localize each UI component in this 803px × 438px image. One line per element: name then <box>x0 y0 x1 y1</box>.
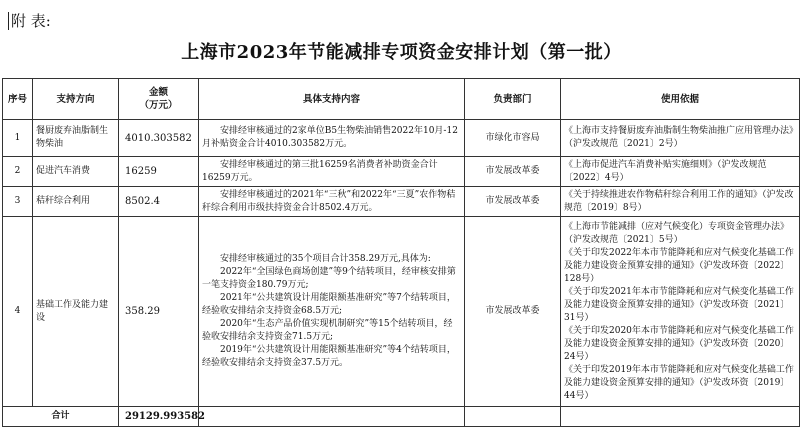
basis-item: 《关于印发2020年本市节能降耗和应对气候变化基础工作及能力建设资金预算安排的通知》（沪发改环资〔2020〕24号） <box>564 325 794 362</box>
basis-item: 《关于印发2022年本市节能降耗和应对气候变化基础工作及能力建设资金预算安排的通知》（沪发改环资〔2022〕128号） <box>564 247 794 284</box>
basis-item: 《关于印发2019年本市节能降耗和应对气候变化基础工作及能力建设资金预算安排的通知》（沪发改环资〔2019〕44号） <box>564 364 794 401</box>
total-amount: 29129.993582 <box>119 407 199 427</box>
content-paragraph: 安排经审核通过的2021年“三秋”和2022年“三夏”农作物秸秆综合利用市级扶持资金合计8502.4万元。 <box>202 189 456 213</box>
row-basis <box>561 157 800 187</box>
basis-item: 《上海市支持餐厨废弃油脂制生物柴油推广应用管理办法》（沪发改规范〔2021〕2号） <box>564 126 794 149</box>
basis-item: 《上海市促进汽车消费补贴实施细则》（沪发改规范〔2022〕4号） <box>564 159 767 183</box>
total-label: 合计 <box>3 407 119 427</box>
table-row <box>3 217 800 407</box>
content-paragraph: 安排经审核通过的2家单位B5生物柴油销售2022年10月-12月补贴资金合计4010.303582万元。 <box>202 126 458 149</box>
row-amount: 8502.4 <box>119 187 199 217</box>
row-direction: 促进汽车消费 <box>33 157 119 187</box>
header-amount-line1: 金额 <box>148 87 168 98</box>
content-paragraph: 2020年“生态产品价值实现机制研究”等15个结转项目，经验收安排结余支持资金71.5万元; <box>202 319 453 342</box>
row-amount: 358.29 <box>119 217 199 407</box>
content-paragraph: 安排经审核通过的35个项目合计358.29万元,具体为: <box>220 254 431 264</box>
row-basis <box>561 120 800 157</box>
row-direction: 基础工作及能力建设 <box>33 217 119 407</box>
row-dept: 市发展改革委 <box>465 157 561 187</box>
basis-item: 《关于持续推进农作物秸秆综合利用工作的通知》（沪发改规范〔2019〕8号） <box>564 189 794 213</box>
empty-cell <box>465 407 561 427</box>
row-content <box>199 157 465 187</box>
row-basis <box>561 217 800 407</box>
row-content <box>199 187 465 217</box>
page-title: 上海市2023年节能减排专项资金安排计划（第一批） <box>181 42 622 63</box>
content-paragraph: 安排经审核通过的第三批16259名消费者补助资金合计16259万元。 <box>202 159 438 183</box>
header-basis: 使用依据 <box>561 79 800 120</box>
row-content <box>199 120 465 157</box>
header-dept: 负责部门 <box>465 79 561 120</box>
row-no: 3 <box>3 187 33 217</box>
row-no: 4 <box>3 217 33 407</box>
table-row <box>3 187 800 217</box>
row-dept: 市发展改革委 <box>465 187 561 217</box>
header-amount <box>119 79 199 120</box>
row-amount: 4010.303582 <box>119 120 199 157</box>
header-no: 序号 <box>3 79 33 120</box>
empty-cell <box>561 407 800 427</box>
table-row <box>3 157 800 187</box>
row-basis <box>561 187 800 217</box>
content-paragraph: 2022年“全国绿色商场创建”等9个结转项目，经审核安排第一笔支持资金180.79万元; <box>202 267 456 290</box>
row-amount: 16259 <box>119 157 199 187</box>
row-no: 1 <box>3 120 33 157</box>
row-dept: 市绿化市容局 <box>465 120 561 157</box>
row-content <box>199 217 465 407</box>
row-direction: 秸秆综合利用 <box>33 187 119 217</box>
empty-cell <box>199 407 465 427</box>
row-dept: 市发展改革委 <box>465 217 561 407</box>
basis-item: 《上海市节能减排（应对气候变化）专项资金管理办法》（沪发改规范〔2021〕5号） <box>564 221 790 245</box>
content-paragraph: 2021年“公共建筑设计用能限额基准研究”等7个结转项目，经验收安排结余支持资金68.5万元; <box>202 293 456 316</box>
appendix-label: 附 表: <box>8 12 51 30</box>
header-content: 具体支持内容 <box>199 79 465 120</box>
funding-table <box>2 78 800 427</box>
total-row <box>3 407 800 427</box>
table-row <box>3 120 800 157</box>
row-no: 2 <box>3 157 33 187</box>
row-direction: 餐厨废弃油脂制生物柴油 <box>33 120 119 157</box>
basis-item: 《关于印发2021年本市节能降耗和应对气候变化基础工作及能力建设资金预算安排的通知》（沪发改环资〔2021〕31号） <box>564 286 794 323</box>
header-amount-line2: （万元） <box>139 100 178 111</box>
header-direction: 支持方向 <box>33 79 119 120</box>
content-paragraph: 2019年“公共建筑设计用能限额基准研究”等4个结转项目，经验收安排结余支持资金37.5万元。 <box>202 345 456 368</box>
